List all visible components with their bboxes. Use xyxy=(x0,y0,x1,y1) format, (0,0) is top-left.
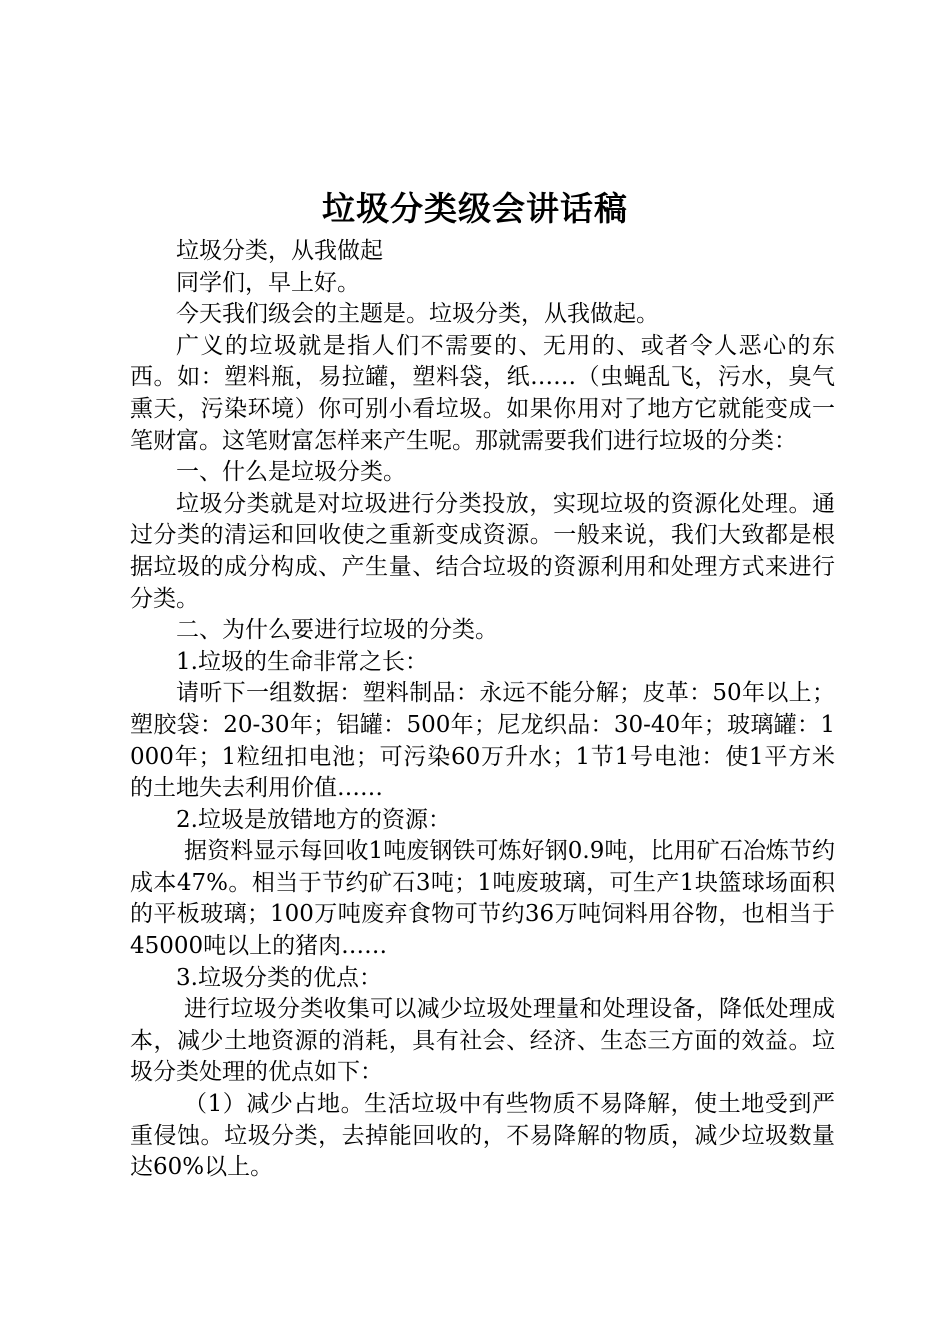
paragraph-definition: 广义的垃圾就是指人们不需要的、无用的、或者令人恶心的东西。如：塑料瓶，易拉罐，塑料袋，纸……（虫蝇乱飞，污水，臭气熏天，污染环境）你可别小看垃圾。如果你用对了地方它就能变成一笔财富。这笔财富怎样来产生呢。那就需要我们进行垃圾的分类： xyxy=(130,332,835,454)
paragraph-advantages: 进行垃圾分类收集可以减少垃圾处理量和处理设备，降低处理成本，减少土地资源的消耗，具有社会、经济、生态三方面的效益。垃圾分类处理的优点如下： xyxy=(130,996,835,1086)
document-body xyxy=(130,236,835,1184)
section-heading-2: 二、为什么要进行垃圾的分类。 xyxy=(176,617,498,644)
paragraph-subtitle: 垃圾分类，从我做起 xyxy=(176,238,383,264)
paragraph-data: 请听下一组数据：塑料制品：永远不能分解；皮革：50年以上；塑胶袋：20-30年；铝罐：500年；尼龙织品：30-40年；玻璃罐：1000年；1粒纽扣电池；可污染60万升水；1节1号电池：使1平方米的土地失去利用价值…… xyxy=(130,680,835,802)
paragraph-theme: 今天我们级会的主题是。垃圾分类，从我做起。 xyxy=(176,301,659,328)
subheading-1: 1.垃圾的生命非常之长： xyxy=(176,648,428,675)
subheading-2: 2.垃圾是放错地方的资源： xyxy=(176,806,451,833)
section-heading-1: 一、什么是垃圾分类。 xyxy=(176,459,406,486)
paragraph-greeting: 同学们，早上好。 xyxy=(176,269,360,296)
subheading-3: 3.垃圾分类的优点： xyxy=(176,964,382,991)
paragraph-what-is: 垃圾分类就是对垃圾进行分类投放，实现垃圾的资源化处理。通过分类的清运和回收使之重新变成资源。一般来说，我们大致都是根据垃圾的成分构成、产生量、结合垃圾的资源利用和处理方式来进行分类。 xyxy=(130,490,835,612)
paragraph-advantage-1: （1）减少占地。生活垃圾中有些物质不易降解，使土地受到严重侵蚀。垃圾分类，去掉能回收的，不易降解的物质，减少垃圾数量达60%以上。 xyxy=(130,1091,835,1181)
document-title: 垃圾分类级会讲话稿 xyxy=(322,189,628,228)
paragraph-resources: 据资料显示每回收1吨废钢铁可炼好钢0.9吨，比用矿石冶炼节约成本47%。相当于节约矿石3吨；1吨废玻璃，可生产1块篮球场面积的平板玻璃；100万吨废弃食物可节约36万吨饲料用谷物，也相当于45000吨以上的猪肉…… xyxy=(130,838,835,960)
